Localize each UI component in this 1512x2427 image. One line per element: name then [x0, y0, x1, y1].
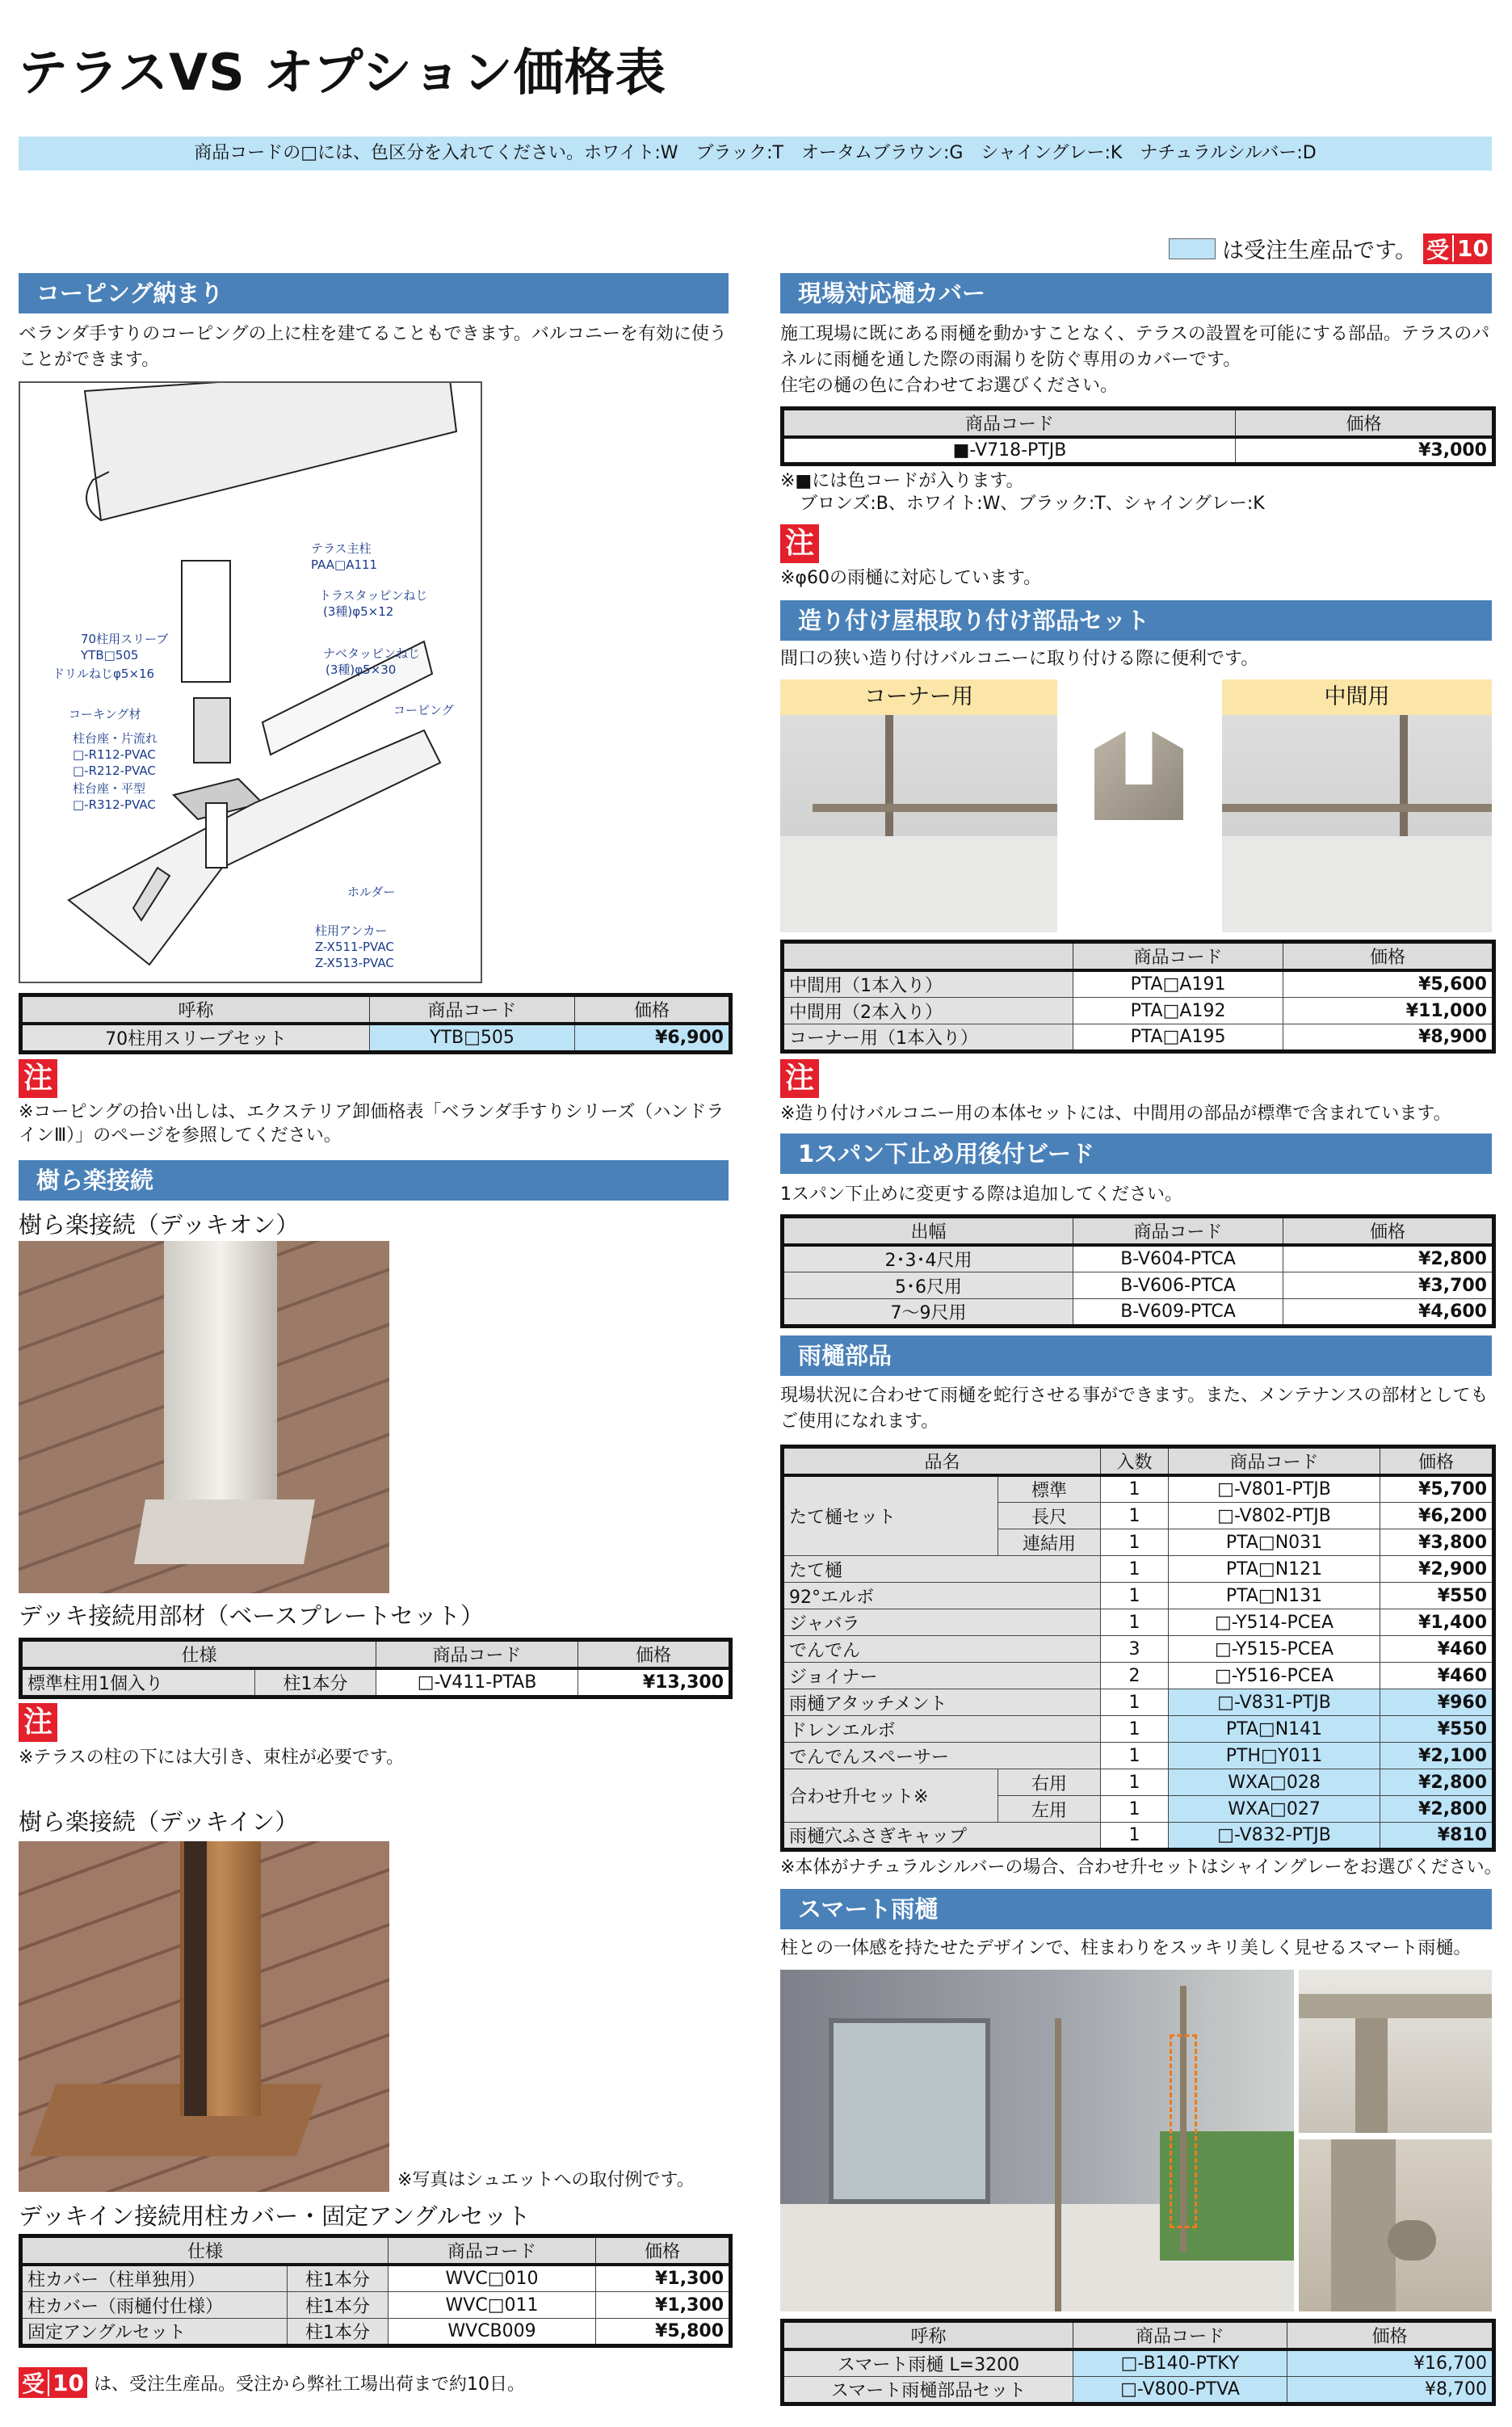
gutter-parts-table — [780, 1445, 1496, 1852]
cell-qty: 1 — [1101, 1556, 1169, 1583]
cell-price: ¥3,800 — [1380, 1529, 1494, 1556]
cell-code: PTA□N131 — [1169, 1583, 1380, 1609]
smart-gutter-photo — [780, 1970, 1294, 2311]
footer-note — [19, 2367, 525, 2398]
column-header: 商品コード — [1073, 2321, 1287, 2350]
cell-name: ジャバラ — [783, 1609, 1101, 1636]
cell-sub: 長尺 — [998, 1503, 1101, 1529]
column-header: 商品コード — [388, 2236, 596, 2265]
cell-qty: 3 — [1101, 1636, 1169, 1663]
cell-name: 雨樋穴ふさぎキャップ — [783, 1823, 1101, 1850]
cell-qty: 1 — [1101, 1529, 1169, 1556]
note-mark: 注 — [19, 1059, 57, 1098]
cell-name: ジョイナー — [783, 1663, 1101, 1689]
cell-price: ¥5,600 — [1283, 970, 1494, 998]
cell-price: ¥8,900 — [1283, 1024, 1494, 1052]
table-header-row — [783, 409, 1494, 438]
builtin-note: ※造り付けバルコニー用の本体セットには、中間用の部品が標準で含まれています。 — [780, 1104, 1451, 1124]
column-header: 商品コード — [1169, 1447, 1380, 1476]
cell-code: □-Y515-PCEA — [1169, 1636, 1380, 1663]
column-header: 価格 — [1380, 1447, 1494, 1476]
cell-code: PTA□A191 — [1073, 970, 1283, 998]
cell-name: コーナー用（1本入り） — [783, 1024, 1073, 1052]
cover-note: ※■には色コードが入ります。 — [780, 471, 1024, 491]
cell-per: 柱1本分 — [288, 2265, 388, 2292]
column-header: 商品コード — [1073, 942, 1283, 971]
order-made-swatch — [1169, 238, 1216, 259]
deck-in-price-table — [19, 2234, 733, 2348]
coping-price-table — [19, 993, 733, 1054]
cell-code: WVC□010 — [388, 2265, 596, 2292]
cell-spec: 柱カバー（雨樋付仕様） — [21, 2292, 288, 2319]
cell-name: たて樋セット — [783, 1475, 998, 1556]
cell-name: 5･6尺用 — [783, 1272, 1073, 1299]
table-header-row — [783, 1217, 1494, 1246]
cell-sub: 左用 — [998, 1796, 1101, 1823]
table-row — [783, 1609, 1494, 1636]
cell-code: □-Y516-PCEA — [1169, 1663, 1380, 1689]
column-header: 価格 — [1236, 409, 1494, 438]
cell-qty: 1 — [1101, 1743, 1169, 1769]
column-header: 価格 — [575, 995, 731, 1024]
cell-name: 中間用（2本入り） — [783, 998, 1073, 1024]
cell-price: ¥2,800 — [1380, 1796, 1494, 1823]
cell-code: ■-V718-PTJB — [783, 437, 1236, 464]
cell-code: □-V831-PTJB — [1169, 1689, 1380, 1716]
column-header: 価格 — [1283, 1217, 1494, 1246]
table-row — [783, 1769, 1494, 1796]
cell-qty: 1 — [1101, 1823, 1169, 1850]
table-row — [783, 998, 1494, 1024]
table-row — [783, 1663, 1494, 1689]
table-row — [783, 2377, 1494, 2404]
table-row — [21, 2265, 731, 2292]
note-mark: 注 — [780, 524, 819, 563]
cell-qty: 1 — [1101, 1609, 1169, 1636]
table-row — [783, 437, 1494, 464]
table-row — [783, 1245, 1494, 1272]
middle-label: 中間用 — [1222, 679, 1492, 715]
order-made-badge: 受 10 — [1423, 233, 1492, 264]
corner-photo — [780, 715, 1057, 932]
cell-price: ¥16,700 — [1287, 2349, 1494, 2377]
deck-on-title: 樹ら楽接続（デッキオン） — [19, 1211, 300, 1239]
cell-name: 92°エルボ — [783, 1583, 1101, 1609]
coping-diagram-drawing — [20, 383, 481, 982]
cell-name: 70柱用スリーブセット — [21, 1024, 370, 1053]
column-header — [783, 942, 1073, 971]
smart-detail-photo-bottom — [1299, 2139, 1492, 2311]
cell-qty: 1 — [1101, 1769, 1169, 1796]
deck-on-caption: デッキ接続用部材（ベースプレートセット） — [19, 1602, 484, 1630]
deck-in-photo — [19, 1841, 389, 2192]
cell-name: たて樋 — [783, 1556, 1101, 1583]
deck-in-title: 樹ら楽接続（デッキイン） — [19, 1808, 299, 1836]
column-header: 商品コード — [1073, 1217, 1283, 1246]
column-header: 価格 — [596, 2236, 731, 2265]
footer-text: は、受注生産品。受注から弊社工場出荷まで約10日。 — [93, 2374, 525, 2395]
table-row — [783, 1716, 1494, 1743]
smart-desc: 柱との一体感を持たせたデザインで、柱まわりをスッキリ美しく見せるスマート雨樋。 — [780, 1938, 1472, 1958]
legend-text: は受注生産品です。 — [1222, 238, 1418, 263]
deck-on-note: ※テラスの柱の下には大引き、束柱が必要です。 — [19, 1748, 405, 1768]
table-row — [783, 1823, 1494, 1850]
deck-in-caption: デッキイン接続用柱カバー・固定アングルセット — [19, 2202, 531, 2230]
builtin-price-table — [780, 940, 1496, 1054]
cell-code: □-V411-PTAB — [376, 1668, 578, 1697]
coping-diagram: テラス主柱 PAA□A111 トラスタッピンねじ (3種)φ5×12 70柱用スリーブ YTB□505 ドリルねじφ5×16 ナベタッピンねじ (3種)φ5×30 コーキング材 コーピング 柱台座・片流れ □-R112-PVAC □-R212-PVAC 柱台座・平型 □-R312-PVAC ホルダー 柱用アンカー Z-X511-PVAC Z-X513-PVAC — [19, 381, 482, 983]
column-header: 仕様 — [21, 1640, 376, 1669]
table-row — [21, 1024, 731, 1053]
section-gutter-cover: 現場対応樋カバー — [780, 273, 1492, 313]
gutter-note: ※本体がナチュラルシルバーの場合、合わせ升セットはシャイングレーをお選びください。 — [780, 1857, 1502, 1878]
column-header: 品名 — [783, 1447, 1101, 1476]
cell-code: □-Y514-PCEA — [1169, 1609, 1380, 1636]
table-row — [783, 1636, 1494, 1663]
cell-code: PTA□A195 — [1073, 1024, 1283, 1052]
cell-price: ¥1,300 — [596, 2265, 731, 2292]
table-header-row — [21, 2236, 731, 2265]
note-mark: 注 — [19, 1703, 57, 1742]
column-header: 呼称 — [21, 995, 370, 1024]
page-title: テラスVS オプション価格表 — [18, 43, 666, 102]
column-header: 価格 — [1283, 942, 1494, 971]
cell-qty: 2 — [1101, 1663, 1169, 1689]
cell-name: 中間用（1本入り） — [783, 970, 1073, 998]
column-header: 入数 — [1101, 1447, 1169, 1476]
cell-code: B-V609-PTCA — [1073, 1299, 1283, 1327]
cell-code: PTA□N121 — [1169, 1556, 1380, 1583]
cell-name: スマート雨樋 L=3200 — [783, 2349, 1073, 2377]
table-header-row — [783, 1447, 1494, 1476]
table-row — [783, 1475, 1494, 1503]
table-row — [783, 2349, 1494, 2377]
column-header: 商品コード — [783, 409, 1236, 438]
coping-desc: ベランダ手すりのコーピングの上に柱を建てることもできます。バルコニーを有効に使うことができます。 — [19, 324, 727, 370]
cover-note-diameter: ※φ60の雨樋に対応しています。 — [780, 568, 1042, 588]
cell-price: ¥960 — [1380, 1689, 1494, 1716]
cell-code: PTA□N031 — [1169, 1529, 1380, 1556]
table-row — [783, 1743, 1494, 1769]
cell-price: ¥1,400 — [1380, 1609, 1494, 1636]
cell-spec: 柱カバー（柱単独用） — [21, 2265, 288, 2292]
cell-code: WVCB009 — [388, 2319, 596, 2346]
section-builtin-parts: 造り付け屋根取り付け部品セット — [780, 600, 1492, 641]
cell-spec: 固定アングルセット — [21, 2319, 288, 2346]
cell-code: WXA□027 — [1169, 1796, 1380, 1823]
column-header: 出幅 — [783, 1217, 1073, 1246]
cell-name: 2･3･4尺用 — [783, 1245, 1073, 1272]
cell-name: 雨樋アタッチメント — [783, 1689, 1101, 1716]
cell-price: ¥8,700 — [1287, 2377, 1494, 2404]
table-header-row — [21, 1640, 731, 1669]
table-row — [783, 970, 1494, 998]
section-coping: コーピング納まり — [19, 273, 729, 313]
color-code-note: 商品コードの□には、色区分を入れてください。ホワイト:W ブラック:T オータムブラウン:G シャイングレー:K ナチュラルシルバー:D — [19, 137, 1492, 170]
cell-name: でんでんスペーサー — [783, 1743, 1101, 1769]
cell-qty: 1 — [1101, 1583, 1169, 1609]
cell-qty: 1 — [1101, 1475, 1169, 1503]
column-header: 価格 — [1287, 2321, 1494, 2350]
cell-qty: 1 — [1101, 1716, 1169, 1743]
cell-name: 合わせ升セット※ — [783, 1769, 998, 1823]
cell-price: ¥3,000 — [1236, 437, 1494, 464]
corner-label: コーナー用 — [780, 679, 1057, 715]
cell-code: WVC□011 — [388, 2292, 596, 2319]
table-row — [783, 1689, 1494, 1716]
cell-per: 柱1本分 — [288, 2292, 388, 2319]
cell-code: □-V832-PTJB — [1169, 1823, 1380, 1850]
table-row — [783, 1583, 1494, 1609]
deck-in-photo-note: ※写真はシュエットへの取付例です。 — [397, 2170, 695, 2190]
builtin-desc: 間口の狭い造り付けバルコニーに取り付ける際に便利です。 — [780, 649, 1259, 669]
cell-price: ¥460 — [1380, 1636, 1494, 1663]
cell-spec: 標準柱用1個入り — [21, 1668, 255, 1697]
column-header: 商品コード — [376, 1640, 578, 1669]
middle-photo — [1222, 715, 1492, 932]
gutter-desc: 現場状況に合わせて雨樋を蛇行させる事ができます。また、メンテナンスの部材としてもご使用になれます。 — [780, 1386, 1489, 1432]
cover-note-colors: ブロンズ:B、ホワイト:W、ブラック:T、シャイングレー:K — [800, 494, 1265, 514]
smart-gutter-table — [780, 2319, 1496, 2406]
cell-name: でんでん — [783, 1636, 1101, 1663]
column-header: 商品コード — [370, 995, 575, 1024]
cell-sub: 右用 — [998, 1769, 1101, 1796]
cell-code: □-B140-PTKY — [1073, 2349, 1287, 2377]
cell-code: B-V604-PTCA — [1073, 1245, 1283, 1272]
cell-price: ¥4,600 — [1283, 1299, 1494, 1327]
cell-name: 7～9尺用 — [783, 1299, 1073, 1327]
cell-per: 柱1本分 — [288, 2319, 388, 2346]
cell-price: ¥1,300 — [596, 2292, 731, 2319]
smart-detail-photo-top — [1299, 1970, 1492, 2133]
cell-code: □-V800-PTVA — [1073, 2377, 1287, 2404]
table-row — [783, 1299, 1494, 1327]
column-header: 価格 — [578, 1640, 731, 1669]
cell-price: ¥6,900 — [575, 1024, 731, 1053]
deck-on-price-table — [19, 1638, 733, 1699]
table-header-row — [783, 942, 1494, 971]
cell-price: ¥6,200 — [1380, 1503, 1494, 1529]
cell-price: ¥550 — [1380, 1716, 1494, 1743]
cell-qty: 1 — [1101, 1796, 1169, 1823]
coping-note: ※コーピングの拾い出しは、エクステリア卸価格表「ベランダ手すりシリーズ（ハンドラインⅢ）」のページを参照してください。 — [19, 1102, 724, 1146]
cell-price: ¥810 — [1380, 1823, 1494, 1850]
cell-sub: 連結用 — [998, 1529, 1101, 1556]
table-row — [21, 2292, 731, 2319]
cell-price: ¥5,700 — [1380, 1475, 1494, 1503]
cell-name: ドレンエルボ — [783, 1716, 1101, 1743]
cell-price: ¥2,100 — [1380, 1743, 1494, 1769]
deck-on-photo — [19, 1241, 389, 1593]
cell-price: ¥5,800 — [596, 2319, 731, 2346]
bead-desc: 1スパン下止めに変更する際は追加してください。 — [780, 1184, 1182, 1205]
section-smart-gutter: スマート雨樋 — [780, 1889, 1492, 1929]
cell-code: WXA□028 — [1169, 1769, 1380, 1796]
bracket-photo — [1070, 715, 1210, 836]
cell-price: ¥13,300 — [578, 1668, 731, 1697]
table-row — [21, 1668, 731, 1697]
cell-price: ¥11,000 — [1283, 998, 1494, 1024]
table-row — [783, 1556, 1494, 1583]
cell-per: 柱1本分 — [255, 1668, 376, 1697]
cell-price: ¥550 — [1380, 1583, 1494, 1609]
cell-code: PTA□A192 — [1073, 998, 1283, 1024]
section-bead: 1スパン下止め用後付ビード — [780, 1134, 1492, 1174]
cell-qty: 1 — [1101, 1503, 1169, 1529]
column-header: 仕様 — [21, 2236, 388, 2265]
cell-sub: 標準 — [998, 1475, 1101, 1503]
bead-price-table — [780, 1214, 1496, 1328]
cell-code: PTH□Y011 — [1169, 1743, 1380, 1769]
table-row — [783, 1024, 1494, 1052]
section-deck: 樹ら楽接続 — [19, 1160, 729, 1201]
cell-code: YTB□505 — [370, 1024, 575, 1053]
cell-code: PTA□N141 — [1169, 1716, 1380, 1743]
cell-price: ¥2,900 — [1380, 1556, 1494, 1583]
section-gutter-parts: 雨樋部品 — [780, 1335, 1492, 1376]
table-row — [21, 2319, 731, 2346]
cell-qty: 1 — [1101, 1689, 1169, 1716]
order-made-badge: 受 10 — [19, 2367, 87, 2398]
cell-price: ¥3,700 — [1283, 1272, 1494, 1299]
cover-price-table — [780, 406, 1496, 466]
cell-code: □-V801-PTJB — [1169, 1475, 1380, 1503]
cell-price: ¥2,800 — [1283, 1245, 1494, 1272]
table-header-row — [783, 2321, 1494, 2350]
cover-desc: 施工現場に既にある雨樋を動かすことなく、テラスの設置を可能にする部品。テラスのパネルに雨樋を通した際の雨漏りを防ぐ専用のカバーです。 住宅の樋の色に合わせてお選びください。 — [780, 324, 1490, 396]
cell-price: ¥460 — [1380, 1663, 1494, 1689]
cell-price: ¥2,800 — [1380, 1769, 1494, 1796]
column-header: 呼称 — [783, 2321, 1073, 2350]
cell-name: スマート雨樋部品セット — [783, 2377, 1073, 2404]
table-header-row — [21, 995, 731, 1024]
cell-code: □-V802-PTJB — [1169, 1503, 1380, 1529]
table-row — [783, 1272, 1494, 1299]
order-made-legend — [1169, 233, 1492, 264]
cell-code: B-V606-PTCA — [1073, 1272, 1283, 1299]
note-mark: 注 — [780, 1059, 819, 1098]
